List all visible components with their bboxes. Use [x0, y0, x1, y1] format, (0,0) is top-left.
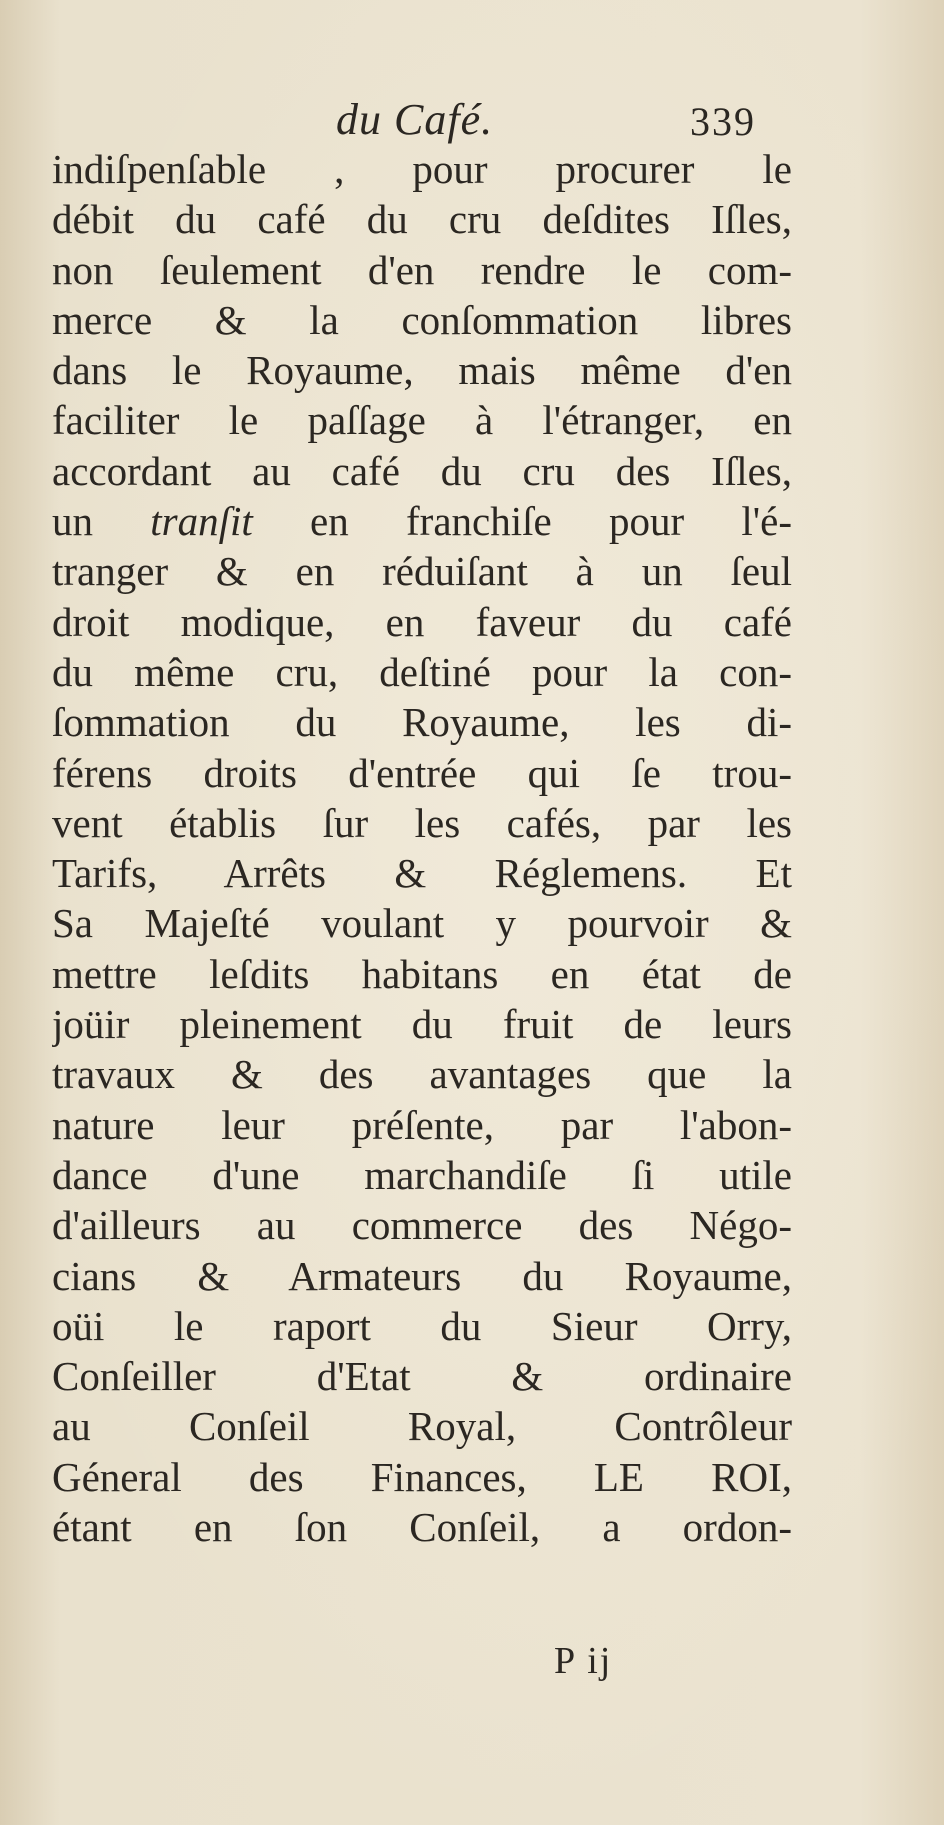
text-line: Conſeiller d'Etat & ordinaire	[52, 1353, 792, 1400]
text-line: cians & Armateurs du Royaume,	[52, 1252, 792, 1299]
text-line: dance d'une marchandiſe ſi utile	[52, 1151, 792, 1198]
text-line: travaux & des avantages que la	[52, 1051, 792, 1098]
text-line: ſommation du Royaume, les di-	[52, 699, 792, 746]
text-line: nature leur préſente, par l'abon-	[52, 1101, 792, 1148]
text-fragment: un	[52, 498, 151, 545]
page-number: 339	[690, 99, 756, 144]
text-line: oüi le raport du Sieur Orry,	[52, 1302, 792, 1349]
text-line: Tarifs, Arrêts & Réglemens. Et	[52, 850, 792, 897]
text-line: étant en ſon Conſeil, a ordon-	[52, 1504, 792, 1551]
text-line: débit du café du cru deſdites Iſles,	[52, 196, 792, 243]
signature-mark: P ij	[554, 1640, 613, 1682]
text-line: dans le Royaume, mais même d'en	[52, 347, 792, 394]
text-line: non ſeulement d'en rendre le com-	[52, 246, 792, 293]
text-line-with-italic	[52, 496, 792, 546]
text-line: du même cru, deſtiné pour la con-	[52, 648, 792, 695]
text-line: mettre leſdits habitans en état de	[52, 950, 792, 997]
text-line: Sa Majeſté voulant y pourvoir &	[52, 900, 792, 947]
running-title: du Café.	[336, 95, 494, 144]
body-text	[52, 144, 792, 1552]
text-line: férens droits d'entrée qui ſe trou-	[52, 749, 792, 796]
text-line: faciliter le paſſage à l'étranger, en	[52, 397, 792, 444]
italic-word: tranſit	[150, 498, 253, 545]
text-line: merce & la conſommation libres	[52, 296, 792, 343]
text-line: tranger & en réduiſant à un ſeul	[52, 548, 792, 595]
text-line: indiſpenſable , pour procurer le	[52, 146, 792, 192]
text-line: vent établis ſur les cafés, par les	[52, 799, 792, 846]
text-fragment: en franchiſe pour l'é-	[252, 498, 792, 545]
text-line: Géneral des Finances, LE ROI,	[52, 1453, 792, 1500]
running-head	[0, 92, 944, 152]
text-line: d'ailleurs au commerce des Négo-	[52, 1202, 792, 1249]
text-line: au Conſeil Royal, Contrôleur	[52, 1403, 792, 1450]
text-line: joüir pleinement du fruit de leurs	[52, 1001, 792, 1048]
text-line: accordant au café du cru des Iſles,	[52, 447, 792, 494]
text-line: droit modique, en faveur du café	[52, 598, 792, 645]
